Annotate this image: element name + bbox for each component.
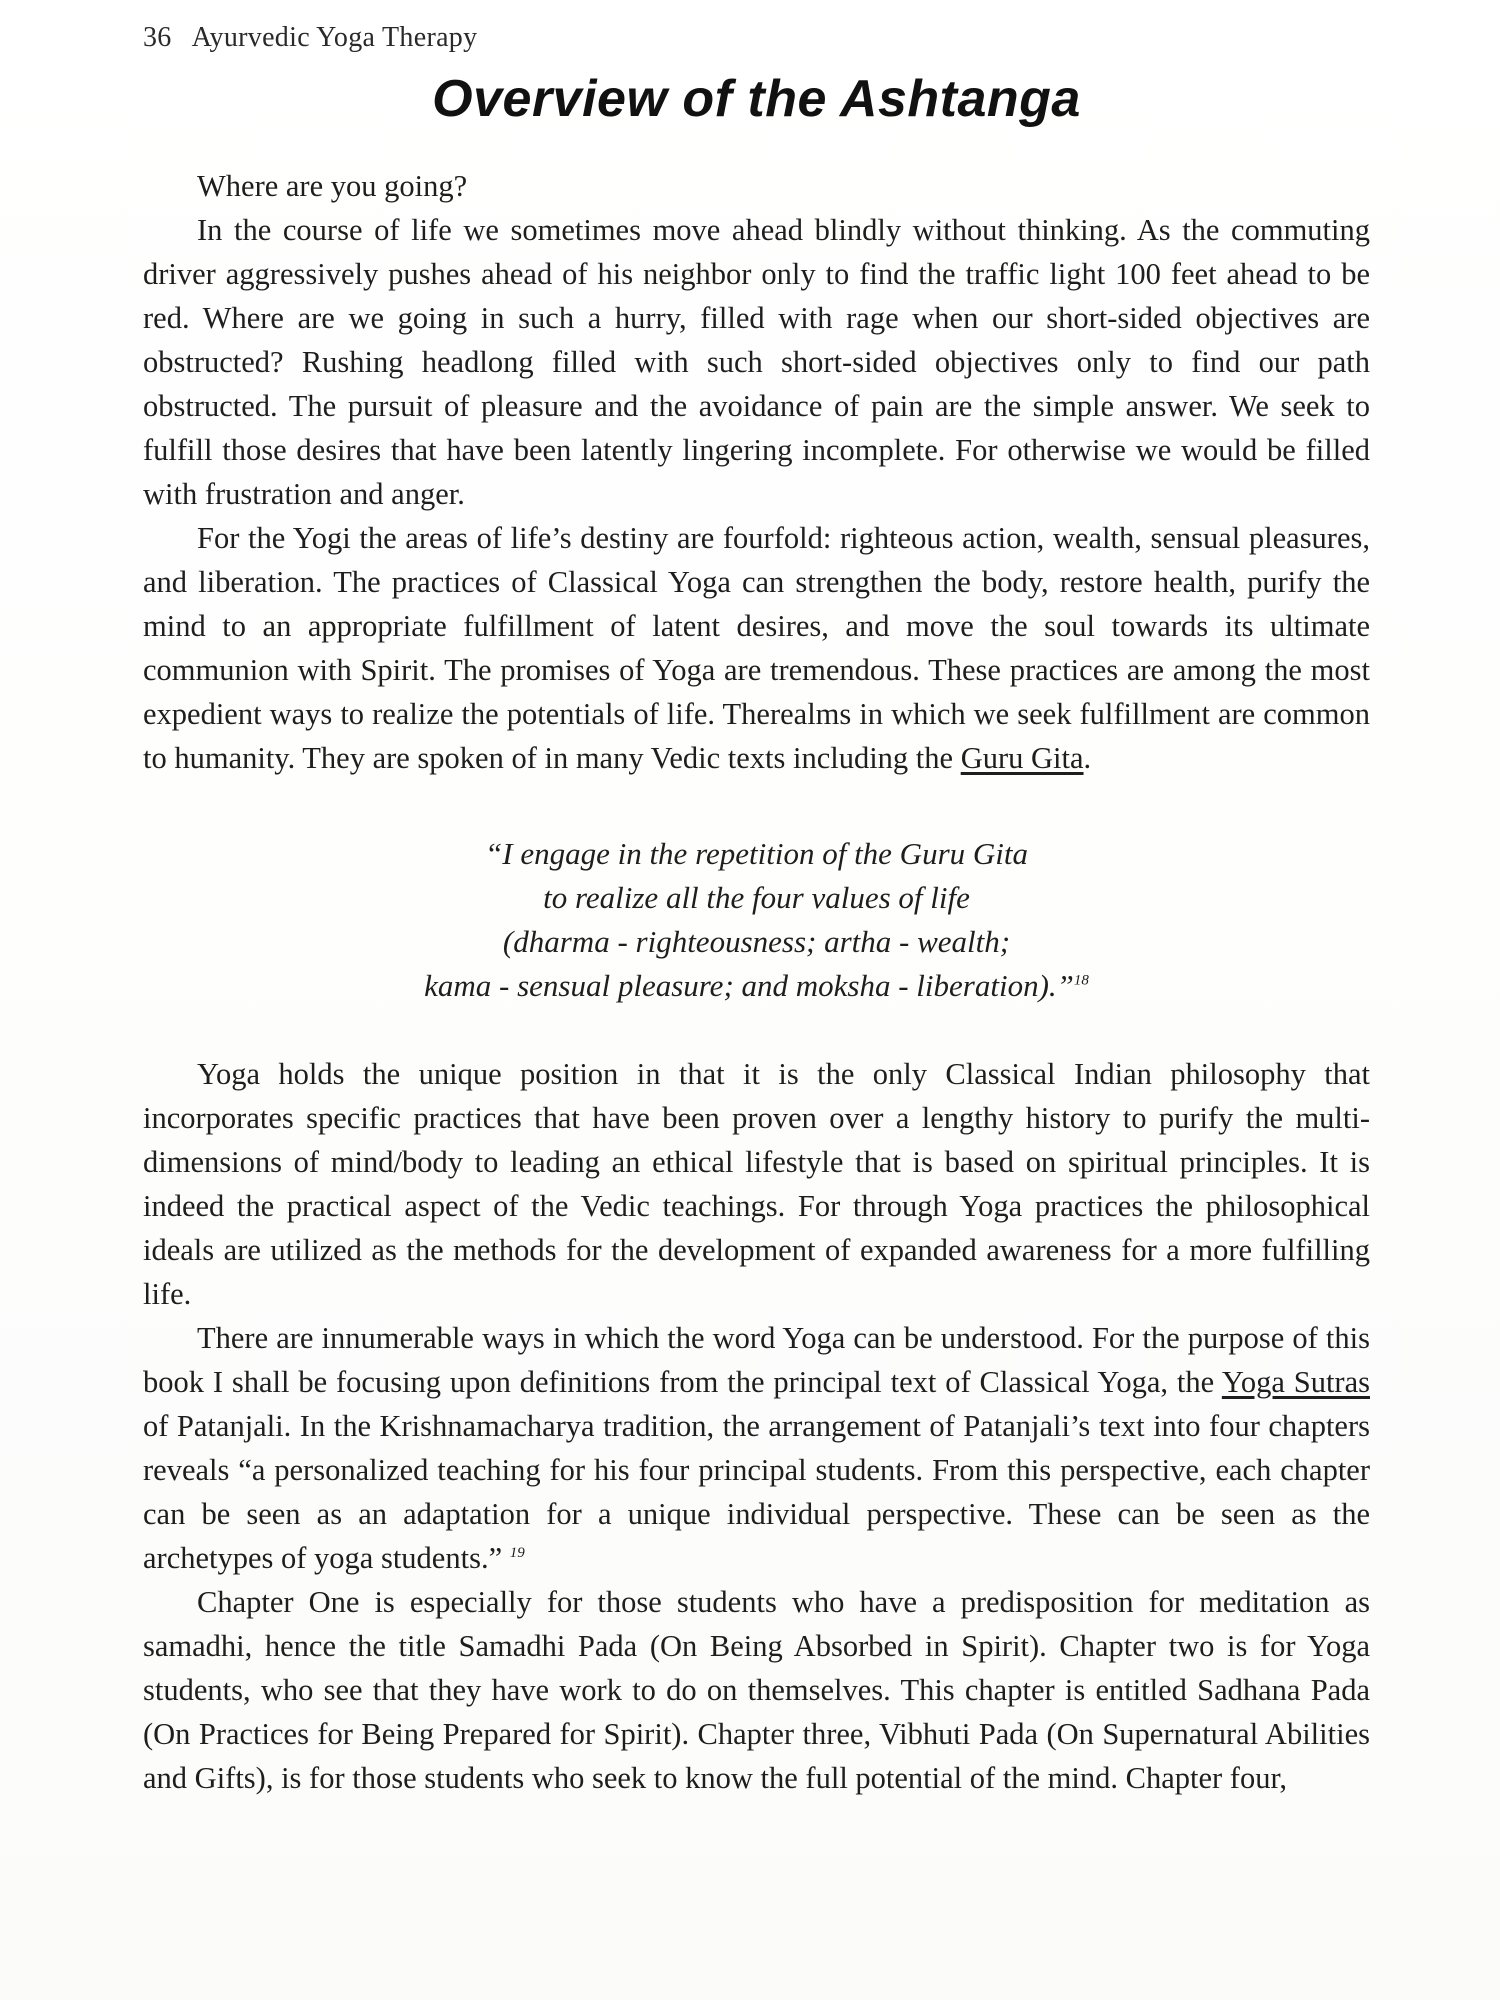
footnote-ref-19: 19: [509, 1544, 525, 1561]
paragraph-6: Chapter One is especially for those students who have a predisposition for meditation as samadhi, hence the title Samadhi Pada (On Being Absorbed in Spirit). Chapter two is for Yoga students, who see that they have work to do on themselves. This chapter is entitled Sadhana Pada (On Practices for Being Prepared for Spirit). Chapter three, Vibhuti Pada (On Supernatural Abilities and Gifts), is for those students who seek to know the full potential of the mind. Chapter four,: [143, 1585, 1370, 1795]
running-header: [143, 20, 1370, 56]
yoga-sutras-title: Yoga Sutras: [1221, 1365, 1370, 1399]
paragraph-3-end: .: [1083, 741, 1092, 775]
paragraph-4: Yoga holds the unique position in that it is the only Classical Indian philosophy that incorporates specific practices that have been proven over a lengthy history to purify the multi-dimensions of mind/body to leading an ethical lifestyle that is based on spiritual principles. It is indeed the practical aspect of the Vedic teachings. For through Yoga practices the philosophical ideals are utilized as the methods for the development of expanded awareness for a more fulfilling life.: [143, 1057, 1370, 1311]
paragraph-1: Where are you going?: [197, 169, 468, 203]
paragraph-5-text-b: of Patanjali. In the Krishnamacharya tradition, the arrangement of Patanjali’s text into four chapters reveals “a personalized teaching for his four principal students. From this perspective, each chapter can be seen as an adaptation for a unique individual perspective. These can be seen as the archetypes of yoga students.”: [143, 1409, 1370, 1575]
paragraph-3-text: For the Yogi the areas of life’s destiny are fourfold: righteous action, wealth, sensual pleasures, and liberation. The practices of Classical Yoga can strengthen the body, restore health, purify the mind to an appropriate fulfillment of latent desires, and move the soul towards its ultimate communion with Spirit. The promises of Yoga are tremendous. These practices are among the most expedient ways to realize the potentials of life. Therealms in which we seek fulfillment are common to humanity. They are spoken of in many Vedic texts including the: [143, 521, 1370, 775]
footnote-ref-18: 18: [1073, 972, 1089, 989]
block-quote: [143, 832, 1370, 1008]
quote-line-3: (dharma - righteousness; artha - wealth;: [502, 924, 1011, 959]
quote-line-1: “I engage in the repetition of the Guru Gita: [485, 836, 1028, 871]
guru-gita-title: Guru Gita: [960, 741, 1084, 775]
quote-line-4-wrap: [143, 964, 1370, 1008]
paragraph-5-text-a: There are innumerable ways in which the word Yoga can be understood. For the purpose of this book I shall be focusing upon definitions from the principal text of Classical Yoga, the: [143, 1321, 1370, 1399]
chapter-title: Overview of the Ashtanga: [432, 70, 1081, 128]
quote-line-4: kama - sensual pleasure; and moksha - liberation).”: [424, 968, 1074, 1003]
running-title: Ayurvedic Yoga Therapy: [191, 22, 478, 53]
paragraph-2: In the course of life we sometimes move ahead blindly without thinking. As the commuting driver aggressively pushes ahead of his neighbor only to find the traffic light 100 feet ahead to be red. Where are we going in such a hurry, filled with rage when our short-sided objectives are obstructed? Rushing headlong filled with such short-sided objectives only to find our path obstructed. The pursuit of pleasure and the avoidance of pain are the simple answer. We seek to fulfill those desires that have been latently lingering incomplete. For otherwise we would be filled with frustration and anger.: [143, 213, 1370, 511]
paragraph-3: [143, 516, 1370, 780]
page-number: 36: [143, 22, 172, 53]
quote-line-2: to realize all the four values of life: [543, 880, 970, 915]
paragraph-5: [143, 1316, 1370, 1580]
